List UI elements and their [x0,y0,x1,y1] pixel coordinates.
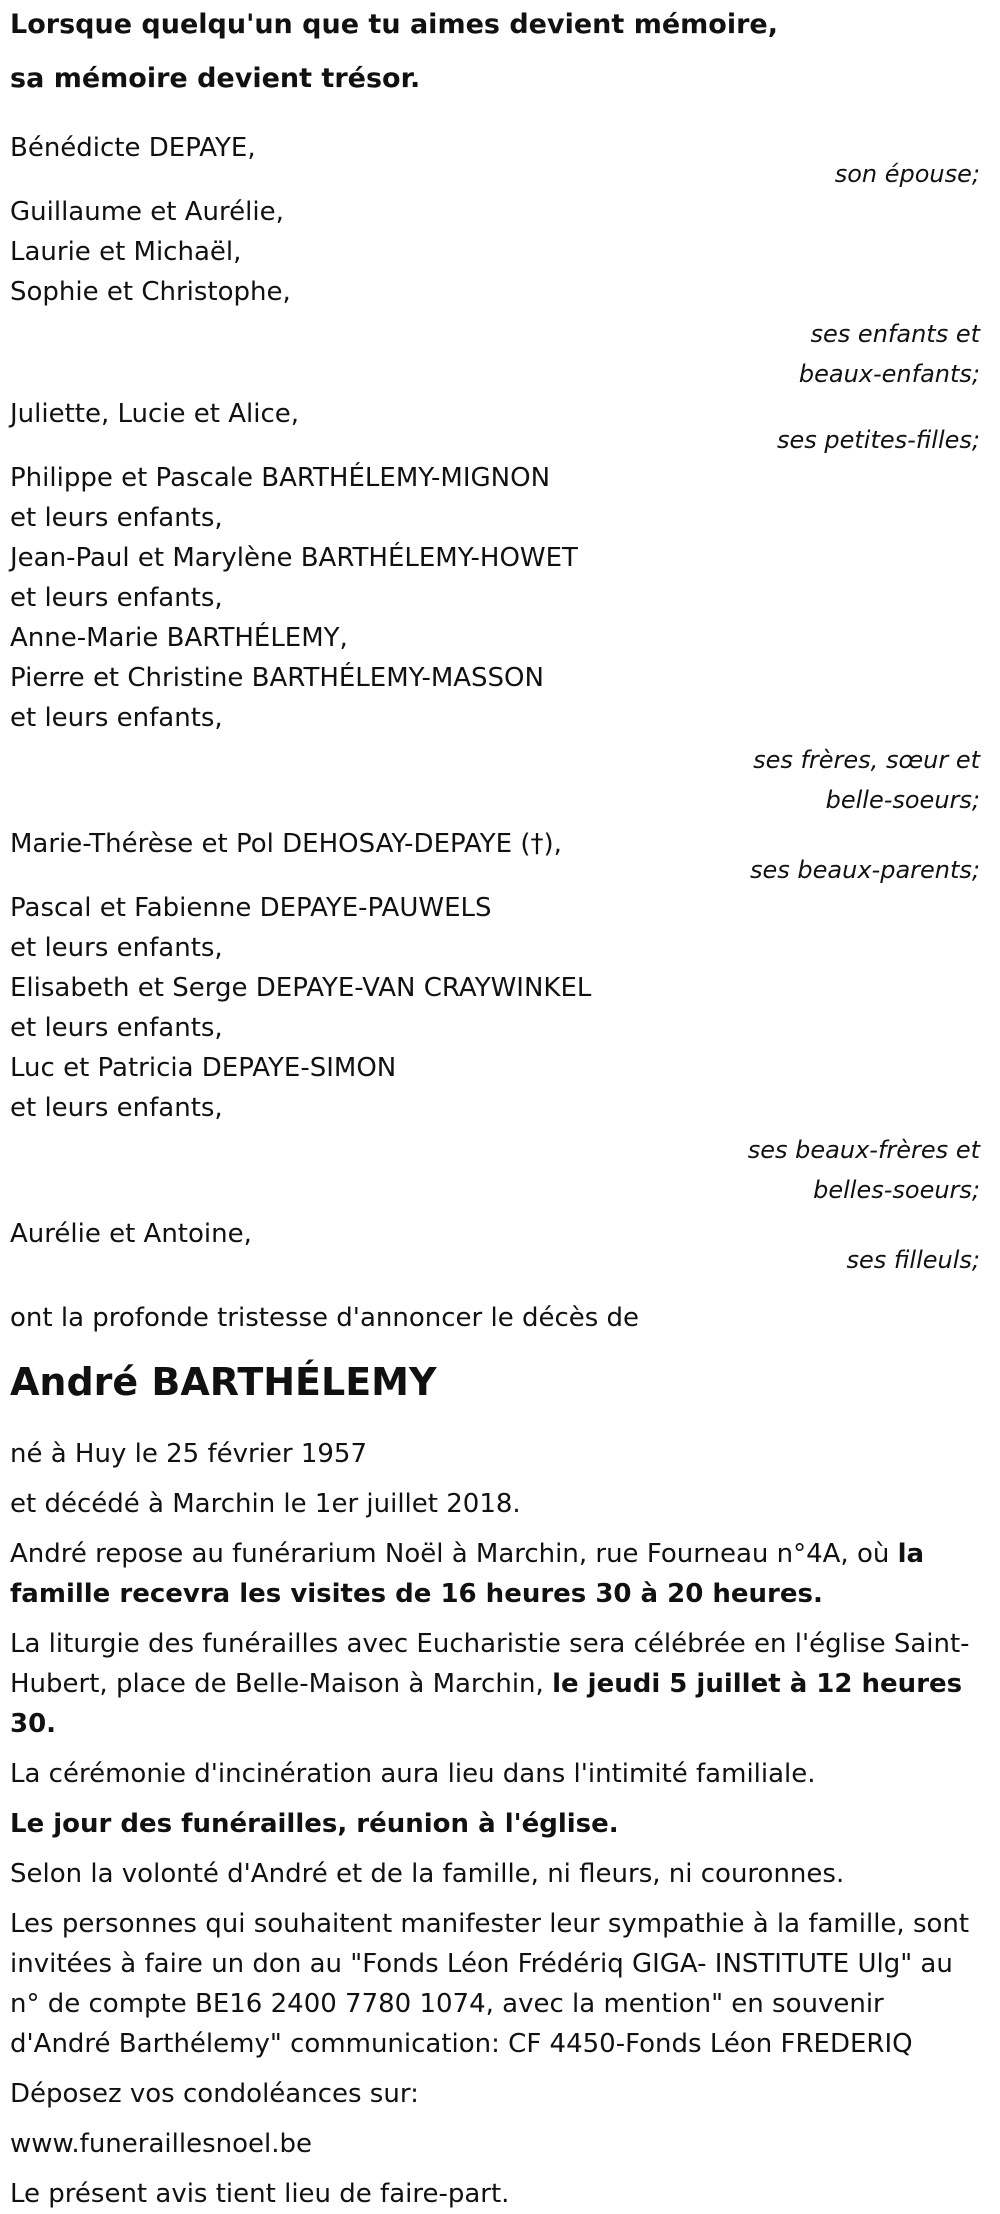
family-name-line: Jean-Paul et Marylène BARTHÉLEMY-HOWET [10,543,578,573]
liturgy-text: La liturgie des funérailles avec Eucharistie sera célébrée en l'église Saint-Hubert, place de Belle-Maison à Marchin, [10,1629,970,1699]
family-name-line: et leurs enfants, [10,933,223,963]
family-role-line: ses beaux-frères et [747,1136,980,1164]
visitation-hours: la famille recevra les visites de 16 heures 30 à 20 heures. [10,1539,925,1609]
family-name-line: Anne-Marie BARTHÉLEMY, [10,623,348,653]
family-name-line: Marie-Thérèse et Pol DEHOSAY-DEPAYE (†), [10,829,562,859]
notice-text: Le présent avis tient lieu de faire-part. [10,2179,510,2209]
visitation-info [10,1534,990,1614]
family-role-line: ses frères, sœur et [753,746,980,774]
family-role-line: beaux-enfants; [798,360,980,388]
condolences-label: Déposez vos condoléances sur: [10,2079,419,2109]
meeting-info [10,1804,990,1844]
condolences-website[interactable]: www.funeraillesnoel.be [10,2129,312,2159]
family-role [10,314,990,394]
epigraph-line: sa mémoire devient trésor. [10,63,421,94]
family-name-line: et leurs enfants, [10,1013,223,1043]
family-name-line: Guillaume et Aurélie, [10,197,284,227]
donation-info: Les personnes qui souhaitent manifester leur sympathie à la famille, sont invitées à faire un don au "Fonds Léon Frédériq GIGA- INSTITUTE Ulg" au n° de compte BE16 2400 7780 1074, avec la mention" en souvenir d'André Barthélemy" communication: CF 4450-Fonds Léon FREDERIQ [10,1909,970,2059]
family-role-line: belles-soeurs; [813,1176,980,1204]
epigraph-line: Lorsque quelqu'un que tu aimes devient mémoire, [10,9,778,40]
family-name-line: Laurie et Michaël, [10,237,242,267]
cremation-info: La cérémonie d'incinération aura lieu dans l'intimité familiale. [10,1759,816,1789]
family-role-line: son épouse; [834,160,980,188]
family-role-line: belle-soeurs; [825,786,980,814]
birth-info: né à Huy le 25 février 1957 [10,1439,368,1469]
family-role [10,1130,990,1210]
family-group-siblings [10,458,990,820]
family-group-children [10,192,990,394]
family-name-line: Pierre et Christine BARTHÉLEMY-MASSON [10,663,544,693]
family-role-line: ses beaux-parents; [750,856,980,884]
flowers-info: Selon la volonté d'André et de la famille, ni fleurs, ni couronnes. [10,1859,845,1889]
death-info: et décédé à Marchin le 1er juillet 2018. [10,1489,521,1519]
family-role [10,740,990,820]
family-name-line: Philippe et Pascale BARTHÉLEMY-MIGNON [10,463,551,493]
family-group-spouse [10,128,990,194]
family-role-line: ses filleuls; [846,1246,980,1274]
family-role-line: ses enfants et [810,320,980,348]
epigraph [10,0,990,106]
family-name-line: et leurs enfants, [10,583,223,613]
family-name-line: Elisabeth et Serge DEPAYE-VAN CRAYWINKEL [10,973,592,1003]
family-group-siblings-in-law [10,888,990,1210]
meeting-text: Le jour des funérailles, réunion à l'église. [10,1809,619,1839]
family-name-line: Sophie et Christophe, [10,277,291,307]
liturgy-info [10,1624,990,1744]
family-group-godchildren [10,1214,990,1280]
visitation-text: André repose au funérarium Noël à Marchin, rue Fourneau n°4A, où [10,1539,898,1569]
liturgy-date: le jeudi 5 juillet à 12 heures 30. [10,1669,963,1739]
family-group-parents-in-law [10,824,990,890]
family-name-line: et leurs enfants, [10,503,223,533]
family-name-line: Juliette, Lucie et Alice, [10,399,300,429]
family-name-line: Aurélie et Antoine, [10,1219,252,1249]
family-name-line: et leurs enfants, [10,1093,223,1123]
family-name-line: Pascal et Fabienne DEPAYE-PAUWELS [10,893,492,923]
deceased-name: André BARTHÉLEMY [10,1360,437,1404]
family-name-line: Bénédicte DEPAYE, [10,133,256,163]
family-name-line: et leurs enfants, [10,703,223,733]
announcement: ont la profonde tristesse d'annoncer le décès de [10,1303,640,1333]
family-group-grandchildren [10,394,990,460]
family-role-line: ses petites-filles; [776,426,980,454]
family-name-line: Luc et Patricia DEPAYE-SIMON [10,1053,397,1083]
